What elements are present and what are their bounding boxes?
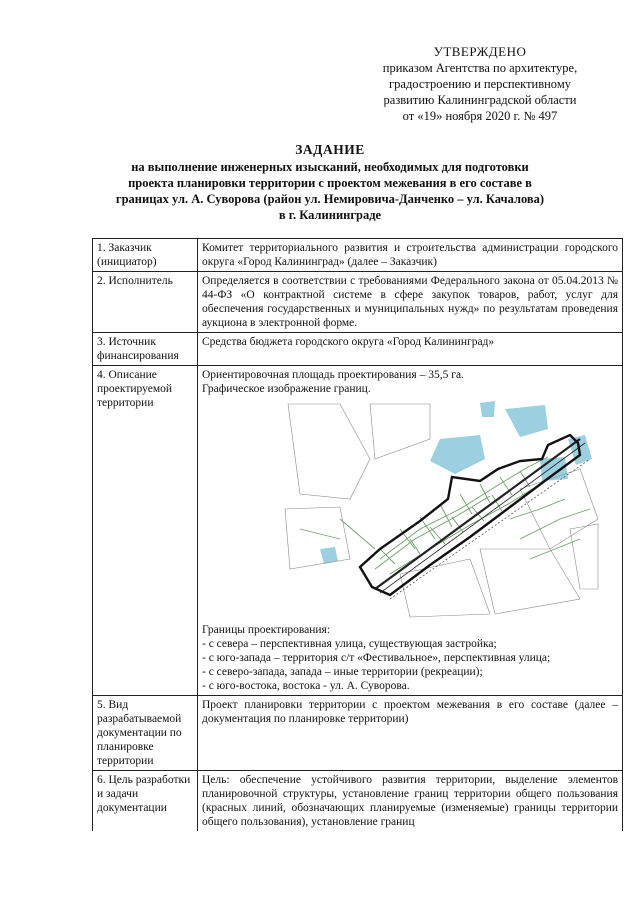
- boundary-map-image: [280, 399, 600, 619]
- title-line: в г. Калининграде: [278, 208, 382, 222]
- row-label: 6. Цель разработки и задачи документации: [93, 771, 198, 832]
- row-value: Комитет территориального развития и строительства администрации городского округа «Город Калининград» (далее – Заказчик): [198, 239, 623, 272]
- approval-line: развитию Калининградской области: [383, 93, 577, 107]
- area-text: Ориентировочная площадь проектирования – 35,5 га.: [202, 369, 464, 381]
- bounds-item: - с северо-запада, запада – иные территории (рекреации);: [202, 666, 483, 678]
- bounds-title: Границы проектирования:: [202, 624, 331, 636]
- boundary-map: [280, 399, 600, 619]
- row-value: Определяется в соответствии с требованиями Федерального закона от 05.04.2013 № 44-ФЗ «О контрактной системе в сфере закупок товаров, работ, услуг для обеспечения государственных и муниципальных нужд» по результатам проведения аукциона в электронной форме.: [198, 272, 623, 333]
- approval-title: УТВЕРЖДЕНО: [433, 44, 527, 59]
- bounds-item: - с юго-запада – территория с/т «Фестивальное», перспективная улица;: [202, 652, 551, 664]
- table-row: [93, 366, 623, 696]
- table-row: [93, 272, 623, 333]
- boundaries-list: [202, 623, 618, 693]
- table-row: [93, 696, 623, 771]
- bounds-item: - с севера – перспективная улица, существующая застройка;: [202, 638, 497, 650]
- approval-date: от «19» ноября 2020 г. № 497: [402, 109, 558, 123]
- row-value: Цель: обеспечение устойчивого развития территории, выделение элементов планировочной структуры, установление границ территории общего пользования (красных линий, обозначающих планируемые (изменяемые) границы территории общего пользования), установление границ: [198, 771, 623, 832]
- row-label: 5. Вид разрабатываемой документации по планировке территории: [93, 696, 198, 771]
- table-row: [93, 771, 623, 832]
- table-row: [93, 333, 623, 366]
- title-line: проекта планировки территории с проектом межевания в его составе в: [128, 176, 532, 190]
- graphic-caption: Графическое изображение границ.: [202, 383, 371, 395]
- row-value: Проект планировки территории с проектом межевания в его составе (далее – документация по планировке территории): [198, 696, 623, 771]
- table-row: [93, 239, 623, 272]
- task-table: [92, 238, 623, 831]
- row-label: 2. Исполнитель: [93, 272, 198, 333]
- document-title: [85, 142, 575, 223]
- row-value-territory: [198, 366, 623, 696]
- document-heading: ЗАДАНИЕ: [295, 142, 365, 157]
- bounds-item: - с юго-востока, востока - ул. А. Суворова.: [202, 680, 410, 692]
- approval-line: градостроению и перспективному: [389, 77, 571, 91]
- title-line: границах ул. А. Суворова (район ул. Немировича-Данченко – ул. Качалова): [115, 192, 545, 206]
- row-label: 3. Источник финансирования: [93, 333, 198, 366]
- approval-line: приказом Агентства по архитектуре,: [382, 61, 578, 75]
- row-label: 4. Описание проектируемой территории: [93, 366, 198, 696]
- row-label: 1. Заказчик (инициатор): [93, 239, 198, 272]
- approval-stamp: [330, 44, 630, 124]
- title-line: на выполнение инженерных изысканий, необходимых для подготовки: [131, 160, 529, 174]
- row-value: Средства бюджета городского округа «Город Калининград»: [198, 333, 623, 366]
